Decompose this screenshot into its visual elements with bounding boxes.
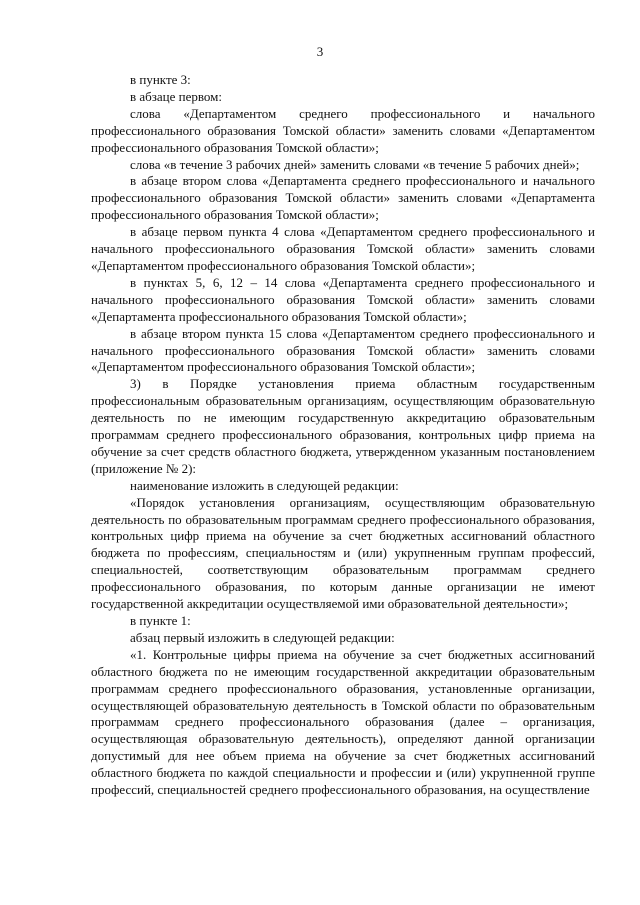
paragraph: слова «Департаментом среднего профессионального и начального профессионального образования Томской области» заменить словами «Департаментом профессионального образования Томской области»; <box>91 105 595 155</box>
paragraph: в абзаце первом: <box>130 88 223 104</box>
paragraph: в абзаце втором пункта 15 слова «Департаментом среднего профессионального и начального профессионального образования Томской области» заменить словами «Департаментом профессионального образования Томской области»; <box>91 325 595 375</box>
page-number: 3 <box>316 44 324 59</box>
paragraph: в пунктах 5, 6, 12 – 14 слова «Департамента среднего профессионального и начального профессионального образования Томской области» заменить словами «Департамента профессионального образования Томской области»; <box>91 274 595 324</box>
paragraph: в абзаце втором слова «Департамента среднего профессионального и начального профессионального образования Томской области» заменить словами «Департамента профессионального образования Томской области»; <box>91 173 595 223</box>
paragraph: «1. Контрольные цифры приема на обучение за счет бюджетных ассигнований областного бюджета по не имеющим государственной аккредитации образовательным программам среднего профессионального образования, установленные организации, осуществляющей образовательную деятельность в Томской области по образовательным программам среднего профессионального образования (далее – организация, осуществляющая образовательную деятельность), определяют данной организации допустимый для нее объем приема на обучение за счет бюджетных ассигнований областного бюджета по каждой специальности и профессии и (или) укрупненной группе профессий, специальностей среднего профессионального образования, на осуществление <box>91 646 595 798</box>
paragraph: слова «в течение 3 рабочих дней» заменить словами «в течение 5 рабочих дней»; <box>130 156 580 172</box>
paragraph: в пункте 1: <box>130 613 191 628</box>
paragraph: в абзаце первом пункта 4 слова «Департаментом среднего профессионального и начального профессионального образования Томской области» заменить словами «Департаментом профессионального образования Томской области»; <box>91 224 595 273</box>
document-body <box>91 72 595 799</box>
paragraph: в пункте 3: <box>130 72 191 87</box>
paragraph: наименование изложить в следующей редакции: <box>130 477 399 493</box>
paragraph: 3) в Порядке установления приема областным государственным профессиональным образовательным организациям, осуществляющим образовательную деятельность по не имеющим государственную аккредитацию образовательным программам среднего профессионального образования, контрольных цифр приема на обучение за счет средств областного бюджета, утвержденном указанным постановлением (приложение № 2): <box>91 376 595 476</box>
paragraph: «Порядок установления организациям, осуществляющим образовательную деятельность по образовательным программам среднего профессионального образования, контрольных цифр приема на обучение за счет бюджетных ассигнований областного бюджета по профессиям, специальностям и (или) укрупненным группам профессий, специальностей, соответствующим образовательным программам среднего профессионального образования, по которым данные организации не имеют государственной аккредитации осуществляемой ими образовательной деятельности»; <box>91 494 595 612</box>
paragraph: абзац первый изложить в следующей редакции: <box>130 629 395 645</box>
